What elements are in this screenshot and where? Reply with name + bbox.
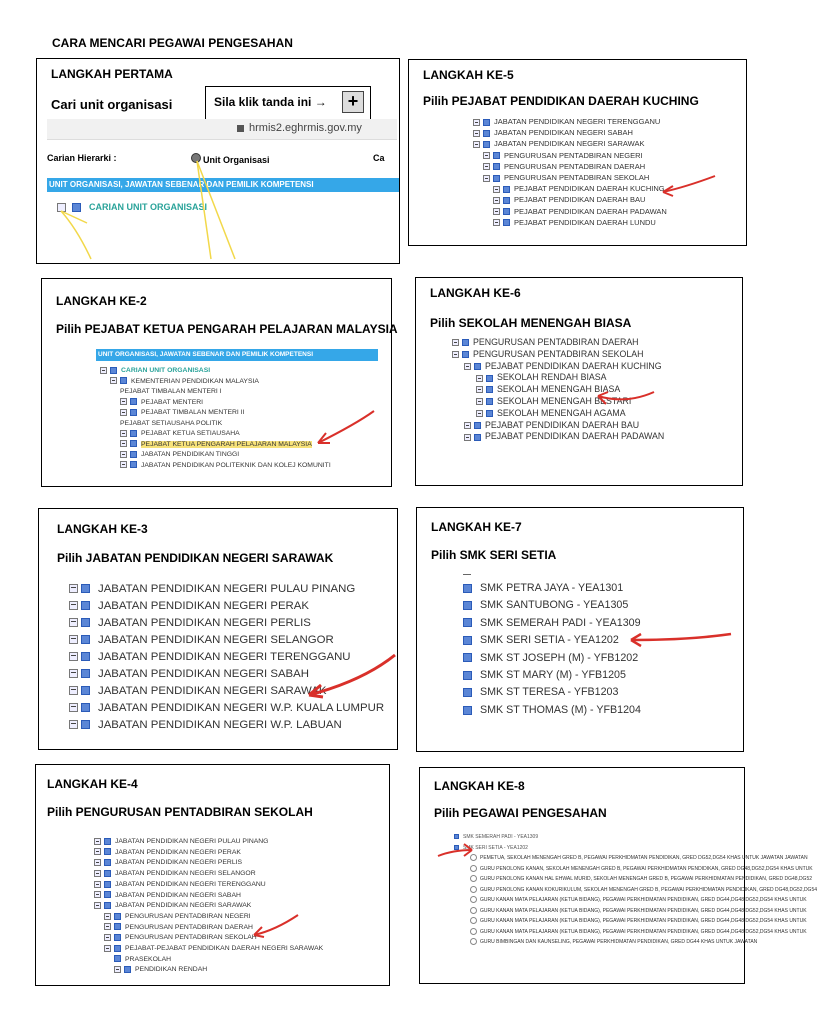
tree-item-label: SMK ST JOSEPH (M) - YFB1202 xyxy=(480,651,639,664)
radio-icon[interactable] xyxy=(470,875,477,882)
tree-item-label: PENGURUSAN PENTADBIRAN NEGERI xyxy=(125,912,251,920)
tree-item-label: PENGURUSAN PENTADBIRAN DAERAH xyxy=(125,923,253,931)
expand-icon[interactable] xyxy=(104,934,111,941)
red-arrow-icon xyxy=(659,172,719,202)
folder-icon xyxy=(104,870,111,877)
tree-item-label: GURU PENOLONG KANAN KOKURIKULUM, SEKOLAH MENENGAH GRED B, PEGAWAI PERKHIDMATAN PENDIDIKAN, GRED DG48,DG52,DG54 xyxy=(480,886,817,893)
folder-icon xyxy=(120,377,127,384)
tree-item-label: SMK ST TERESA - YFB1203 xyxy=(480,686,619,699)
tree-item[interactable] xyxy=(94,880,323,891)
tree-item-label: JABATAN PENDIDIKAN NEGERI SARAWAK xyxy=(98,685,327,697)
tree-item-label: SMK SEMERAH PADI - YEA1309 xyxy=(463,834,539,840)
folder-icon xyxy=(114,955,121,962)
carian-hierarki-label: Carian Hierarki : xyxy=(47,153,117,163)
expand-icon[interactable] xyxy=(104,923,111,930)
folder-icon xyxy=(130,440,137,447)
tree-list xyxy=(454,832,817,945)
tree-item-label: PEMETUA, SEKOLAH MENENGAH GRED B, PEGAWAI PERKHIDMATAN PENDIDIKAN, GRED DG52,DG54 KHAS UNTUK JAWATAN JAWATAN xyxy=(480,855,808,861)
tree-item[interactable] xyxy=(100,398,331,409)
tree-item[interactable] xyxy=(94,955,323,966)
panel-step-4 xyxy=(35,764,390,986)
tree-item-label: JABATAN PENDIDIKAN NEGERI SELANGOR xyxy=(98,634,334,646)
folder-icon xyxy=(81,584,90,593)
step-instruction: Pilih JABATAN PENDIDIKAN NEGERI SARAWAK xyxy=(57,551,334,565)
folder-icon xyxy=(474,422,481,429)
folder-icon xyxy=(110,367,117,374)
tree-item[interactable] xyxy=(463,684,641,701)
tree-item[interactable] xyxy=(94,944,323,955)
tree-item[interactable] xyxy=(452,361,664,373)
panel-step-2 xyxy=(41,278,398,487)
tree-list xyxy=(473,116,667,228)
expand-icon[interactable] xyxy=(483,163,490,170)
step-instruction: Pilih SMK SERI SETIA xyxy=(431,548,557,562)
tree-item-label: GURU KANAN MATA PELAJARAN (KETUA BIDANG), PEGAWAI PERKHIDMATAN PENDIDIKAN, GRED DG44,DG48,DG52,DG54 KHAS UNTUK xyxy=(480,928,807,935)
expand-icon[interactable] xyxy=(94,891,101,898)
step-instruction: Cari unit organisasi xyxy=(51,97,173,112)
radio-icon[interactable] xyxy=(470,896,477,903)
tree-item-label: GURU PENOLONG KANAN HAL EHWAL MURID, SEKOLAH MENENGAH GRED B, PEGAWAI PERKHIDMATAN PENDIDIKAN, GRED DG48,DG52 xyxy=(480,876,813,882)
tree-item-label: JABATAN PENDIDIKAN NEGERI TERENGGANU xyxy=(98,651,351,663)
radio-label[interactable]: Unit Organisasi xyxy=(203,155,270,165)
step-heading: LANGKAH KE-8 xyxy=(434,779,525,793)
tree-item-label: PENGURUSAN PENTADBIRAN NEGERI xyxy=(504,150,643,160)
tree-item[interactable] xyxy=(452,349,664,361)
expand-icon[interactable] xyxy=(69,635,78,644)
folder-icon xyxy=(81,601,90,610)
tree-item-label: JABATAN PENDIDIKAN NEGERI PERLIS xyxy=(115,859,243,867)
tree-item-label: JABATAN PENDIDIKAN TINGGI xyxy=(141,451,240,458)
tree-item-label: GURU KANAN MATA PELAJARAN (KETUA BIDANG), PEGAWAI PERKHIDMATAN PENDIDIKAN, GRED DG44,DG48,DG52,DG54 KHAS UNTUK xyxy=(480,907,807,914)
folder-icon xyxy=(114,934,121,941)
panel-step-5 xyxy=(408,59,747,246)
collapse-icon[interactable] xyxy=(483,175,490,182)
tree-item-label: JABATAN PENDIDIKAN NEGERI PERAK xyxy=(115,848,241,856)
expand-icon[interactable] xyxy=(69,652,78,661)
collapse-icon[interactable] xyxy=(464,363,471,370)
tree-item-label: JABATAN PENDIDIKAN NEGERI SABAH xyxy=(115,891,241,899)
panel-step-8 xyxy=(419,767,817,984)
folder-icon xyxy=(483,119,490,126)
tree-item-label: PEJABAT TIMBALAN MENTERI I xyxy=(120,388,222,395)
folder-icon xyxy=(130,398,137,405)
yellow-pointer-lines xyxy=(47,119,397,261)
radio-icon[interactable] xyxy=(470,938,477,945)
folder-icon xyxy=(463,636,472,645)
folder-icon xyxy=(503,186,510,193)
expand-icon[interactable] xyxy=(464,422,471,429)
expand-icon[interactable] xyxy=(120,451,127,458)
step-instruction: Pilih PEGAWAI PENGESAHAN xyxy=(434,806,607,820)
expand-icon[interactable] xyxy=(493,186,500,193)
step-instruction: Pilih PENGURUSAN PENTADBIRAN SEKOLAH xyxy=(47,805,313,819)
step-instruction: Pilih SEKOLAH MENENGAH BIASA xyxy=(430,316,632,330)
step-heading: LANGKAH KE-2 xyxy=(56,294,147,308)
step-heading: LANGKAH KE-5 xyxy=(423,68,514,82)
tree-item[interactable] xyxy=(69,632,384,649)
tree-item[interactable] xyxy=(100,429,331,440)
tree-item-label: PENGURUSAN PENTADBIRAN DAERAH xyxy=(473,337,639,347)
tree-item-label: JABATAN PENDIDIKAN NEGERI SABAH xyxy=(494,128,633,138)
folder-icon xyxy=(130,430,137,437)
expand-icon[interactable] xyxy=(69,618,78,627)
tree-item-label: JABATAN PENDIDIKAN NEGERI SELANGOR xyxy=(115,870,256,878)
tree-item[interactable] xyxy=(100,366,331,377)
expand-icon[interactable] xyxy=(69,703,78,712)
tree-item-label: PEJABAT PENDIDIKAN DAERAH KUCHING xyxy=(485,360,662,371)
red-arrow-icon xyxy=(623,630,733,648)
folder-icon xyxy=(503,208,510,215)
tree-item[interactable] xyxy=(463,615,641,632)
tree-item-label: SEKOLAH RENDAH BIASA xyxy=(497,372,607,383)
tree-item-label: PEJABAT PENDIDIKAN DAERAH LUNDU xyxy=(514,217,656,227)
panel-step-3 xyxy=(38,508,398,750)
red-arrow-icon xyxy=(248,911,300,939)
tree-item[interactable] xyxy=(473,206,667,217)
expand-icon[interactable] xyxy=(94,881,101,888)
folder-icon xyxy=(81,618,90,627)
tree-item-label: PEJABAT PENDIDIKAN DAERAH BAU xyxy=(514,195,646,205)
tree-item-label: SMK SEMERAH PADI - YEA1309 xyxy=(480,616,641,629)
tree-item[interactable] xyxy=(100,440,331,451)
tree-item[interactable] xyxy=(463,702,641,719)
expand-icon[interactable] xyxy=(94,870,101,877)
folder-icon xyxy=(486,398,493,405)
tree-item-label: GURU BIMBINGAN DAN KAUNSELING, PEGAWAI PERKHIDMATAN PENDIDIKAN, GRED DG44 KHAS UNTUK JAWATAN xyxy=(480,939,758,945)
tree-item[interactable] xyxy=(454,927,807,938)
expand-icon[interactable] xyxy=(69,720,78,729)
tree-item-label: PEJABAT TIMBALAN MENTERI II xyxy=(141,409,245,416)
folder-icon xyxy=(463,706,472,715)
tree-item-label: SMK ST MARY (M) - YFB1205 xyxy=(480,669,626,682)
panel-step-6 xyxy=(415,277,743,486)
tree-item-label: PEJABAT PENDIDIKAN DAERAH PADAWAN xyxy=(485,431,665,442)
tree-item-label: JABATAN PENDIDIKAN POLITEKNIK DAN KOLEJ KOMUNITI xyxy=(141,461,331,469)
tree-item-label: PENGURUSAN PENTADBIRAN DAERAH xyxy=(504,161,646,171)
document-title: CARA MENCARI PEGAWAI PENGESAHAN xyxy=(52,36,293,50)
folder-icon xyxy=(104,859,111,866)
collapse-icon[interactable] xyxy=(452,351,459,358)
step-heading: LANGKAH KE-6 xyxy=(430,286,521,300)
tree-item[interactable] xyxy=(100,450,331,461)
tree-item-label: SMK SERI SETIA - YEA1202 xyxy=(463,844,528,851)
folder-icon xyxy=(486,386,493,393)
tree-item[interactable] xyxy=(473,161,667,172)
folder-icon xyxy=(493,175,500,182)
tree-item-label: JABATAN PENDIDIKAN NEGERI TERENGGANU xyxy=(115,880,266,888)
tree-item[interactable] xyxy=(454,864,813,875)
tree-item[interactable] xyxy=(69,717,384,731)
folder-icon xyxy=(81,669,90,678)
tree-item[interactable] xyxy=(454,832,738,843)
tree-item-label: SMK SANTUBONG - YEA1305 xyxy=(480,599,629,612)
folder-icon xyxy=(81,686,90,695)
screenshot-carian xyxy=(47,119,397,261)
tree-item[interactable] xyxy=(452,431,665,442)
tree-item-label: SMK SERI SETIA - YEA1202 xyxy=(480,634,619,647)
tree-item-label: SMK ST THOMAS (M) - YFB1204 xyxy=(480,703,641,716)
folder-icon xyxy=(493,163,500,170)
folder-icon xyxy=(114,913,121,920)
folder-icon xyxy=(463,601,472,610)
radio-icon[interactable] xyxy=(470,886,477,893)
tree-item-label: JABATAN PENDIDIKAN NEGERI PULAU PINANG xyxy=(98,583,356,595)
section-bar xyxy=(96,349,378,361)
tree-item[interactable] xyxy=(463,580,641,597)
folder-icon xyxy=(474,434,481,441)
tree-item[interactable] xyxy=(100,461,331,472)
tree-item-label: JABATAN PENDIDIKAN NEGERI W.P. LABUAN xyxy=(98,719,342,731)
folder-icon xyxy=(463,584,472,593)
url-text: hrmis2.eghrmis.gov.my xyxy=(249,122,362,134)
expand-icon[interactable] xyxy=(473,119,480,126)
tree-item-label: PEJABAT PENDIDIKAN DAERAH PADAWAN xyxy=(514,206,667,216)
tree-item[interactable] xyxy=(100,408,331,419)
radio-icon[interactable] xyxy=(470,907,477,914)
tree-item[interactable] xyxy=(69,615,384,632)
radio-icon[interactable] xyxy=(470,928,477,935)
tree-item[interactable] xyxy=(452,372,664,384)
expand-icon[interactable] xyxy=(493,197,500,204)
tree-item[interactable] xyxy=(473,183,667,194)
panel-step-1 xyxy=(36,58,400,264)
panel-step-7 xyxy=(416,507,744,752)
folder-icon xyxy=(81,703,90,712)
collapse-icon[interactable] xyxy=(94,902,101,909)
tree-item[interactable] xyxy=(463,650,641,667)
expand-icon[interactable] xyxy=(473,130,480,137)
folder-icon xyxy=(130,451,137,458)
tree-item-label: PRASEKOLAH xyxy=(125,955,172,963)
step-heading: LANGKAH KE-3 xyxy=(57,522,148,536)
expand-icon[interactable] xyxy=(476,398,483,405)
tree-item-label: PEJABAT PENDIDIKAN DAERAH KUCHING xyxy=(514,184,665,194)
tree-item[interactable] xyxy=(473,172,667,183)
expand-icon[interactable] xyxy=(120,461,127,468)
tree-item[interactable] xyxy=(454,885,817,896)
tree-item[interactable] xyxy=(454,895,807,906)
radio-icon[interactable] xyxy=(470,865,477,872)
tree-item[interactable] xyxy=(94,965,323,974)
expand-icon[interactable] xyxy=(476,386,483,393)
expand-icon[interactable] xyxy=(452,339,459,346)
step-instruction: Pilih PEJABAT PENDIDIKAN DAERAH KUCHING xyxy=(423,94,699,108)
tree-item-label: GURU KANAN MATA PELAJARAN (KETUA BIDANG), PEGAWAI PERKHIDMATAN PENDIDIKAN, GRED DG44,DG48,DG52,DG54 KHAS UNTUK xyxy=(480,918,807,924)
tree-item-label: JABATAN PENDIDIKAN NEGERI PERAK xyxy=(98,600,309,612)
expand-icon[interactable] xyxy=(476,375,483,382)
expand-icon[interactable] xyxy=(476,410,483,417)
tree-item-label: JABATAN PENDIDIKAN NEGERI PERLIS xyxy=(98,617,311,629)
tree-item-label: GURU PENOLONG KANAN, SEKOLAH MENENGAH GRED B, PEGAWAI PERKHIDMATAN PENDIDIKAN, GRED DG48,DG52,DG54 KHAS UNTUK xyxy=(480,865,813,872)
expand-icon[interactable] xyxy=(493,208,500,215)
tree-item-label: SEKOLAH MENENGAH BIASA xyxy=(497,384,621,395)
expand-icon[interactable] xyxy=(69,669,78,678)
tree-item-label: JABATAN PENDIDIKAN NEGERI SARAWAK xyxy=(494,139,645,149)
tree-list xyxy=(100,366,331,471)
folder-icon xyxy=(474,363,481,370)
step-instruction: Pilih PEJABAT KETUA PENGARAH PELAJARAN MALAYSIA xyxy=(56,322,398,336)
expand-icon[interactable] xyxy=(114,966,121,973)
folder-icon xyxy=(503,219,510,226)
folder-icon xyxy=(104,838,111,845)
tree-item[interactable] xyxy=(473,150,667,161)
tree-item[interactable] xyxy=(94,858,323,869)
tree-item-label: PEJABAT SETIAUSAHA POLITIK xyxy=(120,419,223,427)
step-heading: LANGKAH PERTAMA xyxy=(51,67,173,81)
folder-icon xyxy=(463,671,472,680)
expand-icon[interactable] xyxy=(69,601,78,610)
red-arrow-icon xyxy=(301,651,397,701)
tree-item-label: PEJABAT MENTERI xyxy=(141,398,204,406)
folder-icon xyxy=(463,653,472,662)
tree-item-label: GURU KANAN MATA PELAJARAN (KETUA BIDANG), PEGAWAI PERKHIDMATAN PENDIDIKAN, GRED DG44,DG48,DG52,DG54 KHAS UNTUK xyxy=(480,897,807,903)
folder-icon xyxy=(114,945,121,952)
tree-item-label: JABATAN PENDIDIKAN NEGERI W.P. KUALA LUMPUR xyxy=(98,702,385,714)
folder-icon xyxy=(493,152,500,159)
tree-item[interactable] xyxy=(69,581,384,598)
expand-icon[interactable] xyxy=(94,848,101,855)
divider-line xyxy=(463,574,471,575)
folder-icon xyxy=(462,351,469,358)
folder-icon xyxy=(114,923,121,930)
folder-icon xyxy=(124,966,131,973)
folder-icon xyxy=(486,375,493,382)
tree-item[interactable] xyxy=(463,667,641,684)
tree-item[interactable] xyxy=(454,916,807,927)
folder-icon xyxy=(483,141,490,148)
tree-item-label: PEJABAT PENDIDIKAN DAERAH BAU xyxy=(485,419,640,430)
tree-item[interactable] xyxy=(463,632,641,649)
step-heading: LANGKAH KE-4 xyxy=(47,777,138,791)
tree-item[interactable] xyxy=(94,837,323,848)
ca-label: Ca xyxy=(373,153,385,163)
expand-icon[interactable] xyxy=(493,219,500,226)
expand-icon[interactable] xyxy=(104,913,111,920)
folder-icon xyxy=(462,339,469,346)
collapse-icon[interactable] xyxy=(110,377,117,384)
section-bar-text: UNIT ORGANISASI, JAWATAN SEBENAR DAN PEMILIK KOMPETENSI xyxy=(98,351,313,358)
tree-item-label: SEKOLAH MENENGAH BESTARI xyxy=(497,395,632,406)
folder-icon xyxy=(463,618,472,627)
tree-item-label: KEMENTERIAN PENDIDIKAN MALAYSIA xyxy=(131,377,259,385)
red-arrow-icon xyxy=(312,407,378,447)
folder-icon xyxy=(130,409,137,416)
tree-item[interactable] xyxy=(463,597,641,614)
tree-item-label: SMK PETRA JAYA - YEA1301 xyxy=(480,582,624,594)
tree-item-label: CARIAN UNIT ORGANISASI xyxy=(121,367,211,374)
tree-item-label: PENDIDIKAN RENDAH xyxy=(135,966,208,974)
folder-icon xyxy=(104,891,111,898)
tree-item[interactable] xyxy=(454,874,813,885)
tree-item[interactable] xyxy=(454,843,738,854)
tree-item[interactable] xyxy=(473,217,667,228)
expand-icon[interactable] xyxy=(120,398,127,405)
tree-item[interactable] xyxy=(454,937,758,945)
callout-box xyxy=(205,86,371,120)
tree-item[interactable] xyxy=(452,408,664,420)
tree-item[interactable] xyxy=(100,419,331,430)
folder-icon xyxy=(486,410,493,417)
tree-item-label: JABATAN PENDIDIKAN NEGERI PULAU PINANG xyxy=(115,838,269,845)
expand-icon[interactable] xyxy=(94,859,101,866)
tree-item-label: PENGURUSAN PENTADBIRAN SEKOLAH xyxy=(473,348,644,359)
tree-item[interactable] xyxy=(452,420,664,432)
tree-item[interactable] xyxy=(94,869,323,880)
section-bar-text: UNIT ORGANISASI, JAWATAN SEBENAR DAN PEMILIK KOMPETENSI xyxy=(49,180,314,189)
step-heading: LANGKAH KE-7 xyxy=(431,520,522,534)
collapse-icon[interactable] xyxy=(473,141,480,148)
tree-item[interactable] xyxy=(94,848,323,859)
tree-item[interactable] xyxy=(473,194,667,205)
tree-list xyxy=(94,837,324,974)
tree-item[interactable] xyxy=(69,700,384,717)
tree-item-label: JABATAN PENDIDIKAN NEGERI SABAH xyxy=(98,668,309,680)
folder-icon xyxy=(503,197,510,204)
folder-icon xyxy=(104,848,111,855)
collapse-icon[interactable] xyxy=(104,945,111,952)
tree-item-label: SEKOLAH MENENGAH AGAMA xyxy=(497,407,626,418)
tree-list xyxy=(463,580,641,719)
tree-item-label: PENGURUSAN PENTADBIRAN SEKOLAH xyxy=(504,173,650,183)
tree-item[interactable] xyxy=(473,127,667,138)
tree-item[interactable] xyxy=(100,387,331,398)
red-arrow-icon xyxy=(592,386,658,408)
expand-icon[interactable] xyxy=(483,152,490,159)
expand-icon[interactable] xyxy=(464,434,471,441)
tree-item-label: PEJABAT KETUA PENGARAH PELAJARAN MALAYSIA xyxy=(141,440,312,448)
tree-item[interactable] xyxy=(452,337,664,349)
tree-item[interactable] xyxy=(454,853,808,864)
expand-icon[interactable] xyxy=(120,430,127,437)
expand-icon[interactable] xyxy=(94,838,101,845)
folder-icon xyxy=(130,461,137,468)
tree-item-label: JABATAN PENDIDIKAN NEGERI TERENGGANU xyxy=(494,117,661,126)
folder-icon xyxy=(81,720,90,729)
tree-item[interactable] xyxy=(69,598,384,615)
folder-icon xyxy=(81,652,90,661)
folder-icon xyxy=(483,130,490,137)
folder-icon xyxy=(104,902,111,909)
callout-text: Sila klik tanda ini → xyxy=(214,95,327,109)
tree-root-label: CARIAN UNIT ORGANISASI xyxy=(89,202,208,212)
folder-icon xyxy=(463,688,472,697)
tree-item-label: PEJABAT KETUA SETIAUSAHA xyxy=(141,430,240,437)
folder-icon xyxy=(104,881,111,888)
tree-item[interactable] xyxy=(473,116,667,127)
red-arrow-icon xyxy=(434,838,476,862)
collapse-icon[interactable] xyxy=(100,367,107,374)
expand-icon[interactable] xyxy=(69,584,78,593)
expand-icon[interactable] xyxy=(120,409,127,416)
tree-item[interactable] xyxy=(454,906,807,917)
expand-icon[interactable] xyxy=(69,686,78,695)
radio-icon[interactable] xyxy=(470,917,477,924)
tree-item[interactable] xyxy=(473,138,667,149)
expand-icon[interactable] xyxy=(120,440,127,447)
tree-item-label: PEJABAT-PEJABAT PENDIDIKAN DAERAH NEGERI SARAWAK xyxy=(125,945,324,953)
tree-item-label: JABATAN PENDIDIKAN NEGERI SARAWAK xyxy=(115,902,252,910)
expand-plus-icon: + xyxy=(342,91,364,113)
tree-item[interactable] xyxy=(100,377,331,388)
tree-item[interactable] xyxy=(94,891,323,902)
tree-item-label: PENGURUSAN PENTADBIRAN SEKOLAH xyxy=(125,934,257,942)
folder-icon xyxy=(81,635,90,644)
